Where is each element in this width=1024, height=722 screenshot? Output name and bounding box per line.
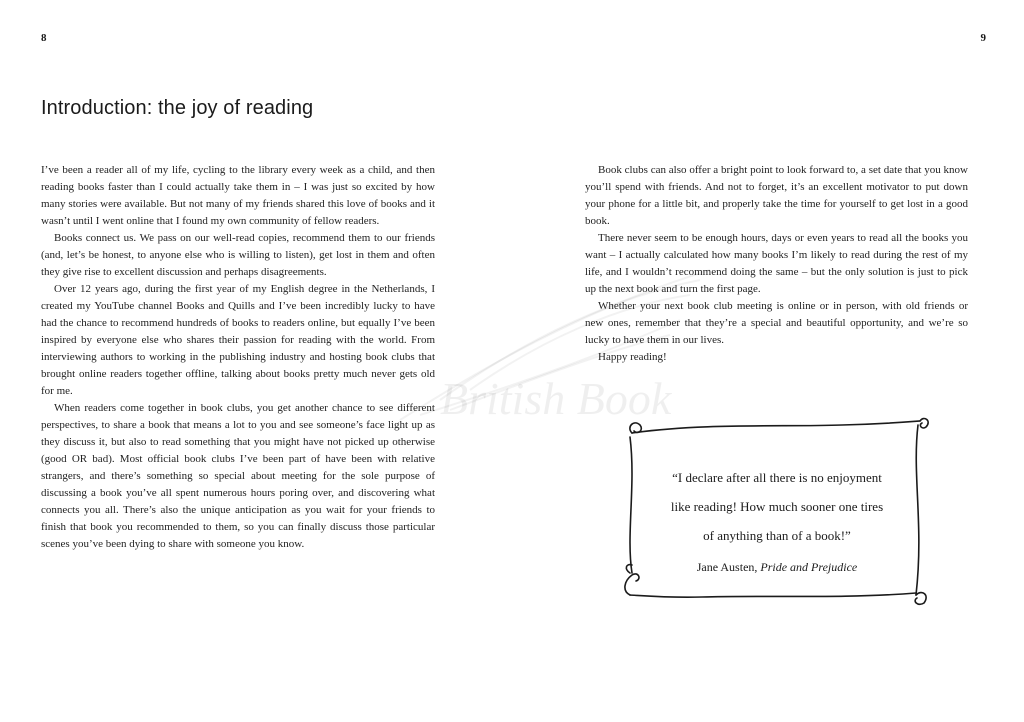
quote-text bbox=[650, 463, 904, 550]
watermark-text: British Book bbox=[440, 373, 672, 424]
quote-line: of anything than of a book!” bbox=[703, 528, 851, 543]
quote-line: like reading! How much sooner one tires bbox=[670, 499, 884, 514]
right-column bbox=[585, 162, 968, 366]
paragraph: I’ve been a reader all of my life, cycling to the library every week as a child, and then reading books faster than I could actually take them in – I was just so excited by how many stories were available. But not many of my friends shared this love of books and it wasn’t until I went online that I found my own community of fellow readers. bbox=[41, 164, 435, 227]
paragraph: There never seem to be enough hours, days or even years to read all the books you want – I actually calculated how many books I’m likely to read during the rest of my life, and I wouldn’t recommend doing the same – but the only solution is just to pick up the next book and turn the first page. bbox=[585, 232, 968, 295]
paragraph: Whether your next book club meeting is online or in person, with old friends or new ones, remember that they’re a special and beautiful opportunity, and we’re so lucky to have them in our lives. bbox=[585, 300, 968, 346]
paragraph: When readers come together in book clubs, you get another chance to see different perspectives, to share a book that means a lot to you and see someone’s face light up as they discuss it, but also to read something that you might have not picked up otherwise (good OR bad). Most official book clubs I’ve been part of have been with relative strangers, and there’s something so special about meeting for the sole purpose of discussing a book you’ve all spent numerous hours poring over, and discovering what connects you all. There’s also the unique anticipation as you wait for your friends to finish that book you recommended to them, so you can finally discuss those particular scenes you’ve been dying to share with someone you know. bbox=[41, 402, 435, 550]
quote-author: Jane Austen, bbox=[696, 560, 758, 574]
left-column bbox=[41, 162, 435, 553]
paragraph: Over 12 years ago, during the first year of my English degree in the Netherlands, I created my YouTube channel Books and Quills and I’ve been incredibly lucky to have had the chance to recommend hundreds of books to readers online, but equally I’ve been inspired by everyone else who shares their passion for reading with the world. From interviewing authors to working in the publishing industry and hosting book clubs that brought online readers together offline, talking about books pretty much never gets old for me. bbox=[41, 283, 435, 397]
quote-line: “I declare after all there is no enjoyment bbox=[672, 470, 882, 485]
quote-attribution bbox=[650, 560, 904, 575]
page-number-right: 9 bbox=[980, 32, 986, 44]
quote-box bbox=[612, 405, 942, 615]
quote-work: Pride and Prejudice bbox=[760, 560, 858, 574]
paragraph: Books connect us. We pass on our well-read copies, recommend them to our friends (and, let’s be honest, to anyone else who is willing to listen), get lost in them and often they give rise to excellent discussion and perhaps disagreements. bbox=[41, 232, 435, 278]
paragraph: Happy reading! bbox=[598, 351, 667, 363]
page-number-left: 8 bbox=[41, 32, 47, 44]
page-title: Introduction: the joy of reading bbox=[41, 97, 314, 119]
paragraph: Book clubs can also offer a bright point to look forward to, a set date that you know you’ll spend with friends. And not to forget, it’s an excellent motivator to put down your phone for a little bit, and properly take the time for yourself to get lost in a good book. bbox=[585, 164, 968, 227]
